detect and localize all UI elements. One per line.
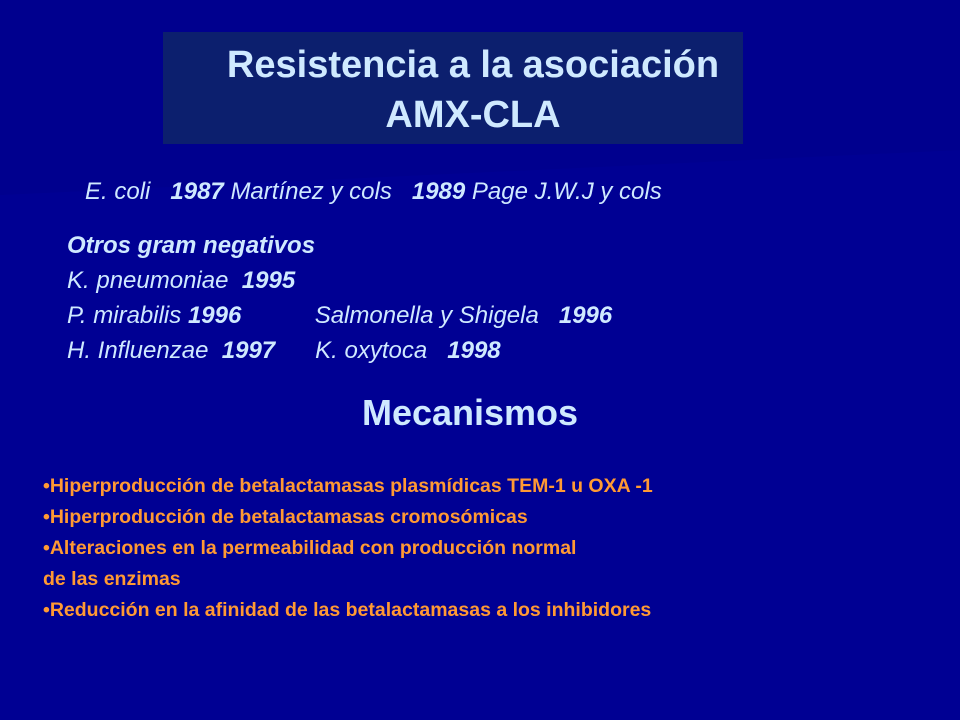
otros-row bbox=[67, 263, 612, 298]
ecoli-organism: E. coli bbox=[85, 178, 151, 205]
mechanism-item: •Hiperproducción de betalactamasas plasmídicas TEM-1 u OXA -1 bbox=[43, 475, 653, 497]
title-line-2: AMX-CLA bbox=[385, 94, 561, 136]
otros-row bbox=[67, 298, 612, 333]
ecoli-year-2: 1989 bbox=[411, 178, 466, 205]
mechanism-item: •Hiperproducción de betalactamasas cromosómicas bbox=[43, 506, 528, 528]
otros-heading: Otros gram negativos bbox=[67, 232, 316, 259]
ecoli-ref-1: Martínez y cols bbox=[230, 178, 392, 205]
slide-title bbox=[163, 40, 783, 140]
ecoli-year-1: 1987 bbox=[170, 178, 224, 205]
otros-year: 1996 bbox=[187, 302, 242, 329]
otros-gram-negativos bbox=[67, 228, 612, 368]
otros-organism: K. pneumoniae bbox=[67, 267, 229, 294]
otros-organism: P. mirabilis bbox=[67, 302, 182, 329]
otros-year: 1997 bbox=[221, 337, 276, 364]
ecoli-ref-2: Page J.W.J y cols bbox=[471, 178, 662, 205]
otros-organism: H. Influenzae bbox=[67, 337, 209, 364]
mecanismos-heading: Mecanismos bbox=[361, 392, 579, 433]
mechanism-item: •Reducción en la afinidad de las betalactamasas a los inhibidores bbox=[43, 599, 652, 621]
otros-year: 1998 bbox=[447, 337, 501, 364]
otros-year: 1996 bbox=[558, 302, 613, 329]
otros-row bbox=[67, 333, 612, 368]
mechanism-list bbox=[43, 471, 653, 626]
mechanism-item: de las enzimas bbox=[43, 568, 181, 590]
mechanism-item: •Alteraciones en la permeabilidad con producción normal bbox=[43, 537, 577, 559]
otros-year: 1995 bbox=[241, 267, 296, 294]
ecoli-line bbox=[85, 178, 662, 206]
title-line-1: Resistencia a la asociación bbox=[226, 44, 720, 86]
otros-organism: Salmonella y Shigela bbox=[314, 302, 539, 329]
otros-organism: K. oxytoca bbox=[315, 337, 428, 364]
